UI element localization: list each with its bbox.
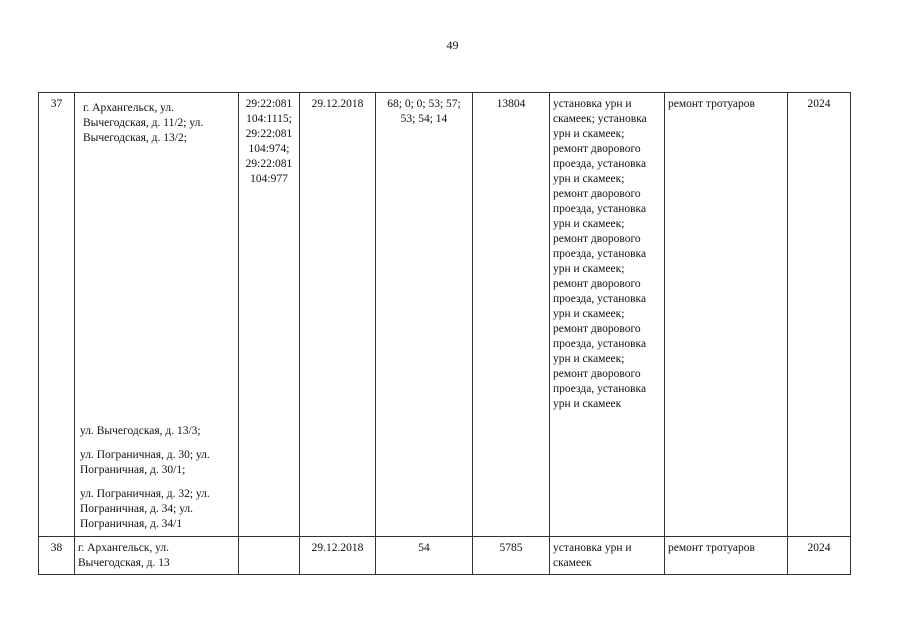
cadastral-number: 29:22:081 104:1115; 29:22:081 104:974; 29:22:081 104:977 (239, 93, 300, 537)
page-number: 49 (446, 38, 459, 52)
table-row (39, 93, 851, 537)
works2-cell: ремонт тротуаров (665, 93, 788, 537)
area-cell: 13804 (473, 93, 550, 537)
table-row (39, 537, 851, 575)
year-cell: 2024 (788, 537, 851, 575)
register-table (38, 92, 851, 575)
address-cell (75, 93, 239, 537)
works-cell: установка урн и скамеек; установка урн и скамеек; ремонт дворового проезда, установка урн и скамеек; ремонт дворового проезда, установка урн и скамеек; ремонт дворового проезда, установка урн и скамеек; ремонт дворового проезда, установка урн и скамеек; ремонт дворового проезда, установка урн и скамеек; ремонт дворового проезда, установка урн и скамеек (550, 93, 665, 537)
codes-cell: 68; 0; 0; 53; 57; 53; 54; 14 (376, 93, 473, 537)
date-cell: 29.12.2018 (300, 537, 376, 575)
row-number: 37 (39, 93, 75, 537)
address-cell: г. Архангельск, ул. Вычегодская, д. 13 (75, 537, 239, 575)
works-cell: установка урн и скамеек (550, 537, 665, 575)
address-extra-group (75, 424, 238, 532)
address-extra: ул. Пограничная, д. 30; ул. Пограничная, д. 30/1; (80, 449, 210, 476)
address-main: г. Архангельск, ул. Вычегодская, д. 11/2; ул. Вычегодская, д. 13/2; (83, 102, 204, 144)
works2-cell: ремонт тротуаров (665, 537, 788, 575)
date-cell: 29.12.2018 (300, 93, 376, 537)
row-number: 38 (39, 537, 75, 575)
cadastral-number (239, 537, 300, 575)
codes-cell: 54 (376, 537, 473, 575)
address-extra: ул. Вычегодская, д. 13/3; (80, 425, 201, 437)
area-cell: 5785 (473, 537, 550, 575)
address-extra: ул. Пограничная, д. 32; ул. Пограничная, д. 34; ул. Пограничная, д. 34/1 (80, 488, 210, 530)
year-cell: 2024 (788, 93, 851, 537)
